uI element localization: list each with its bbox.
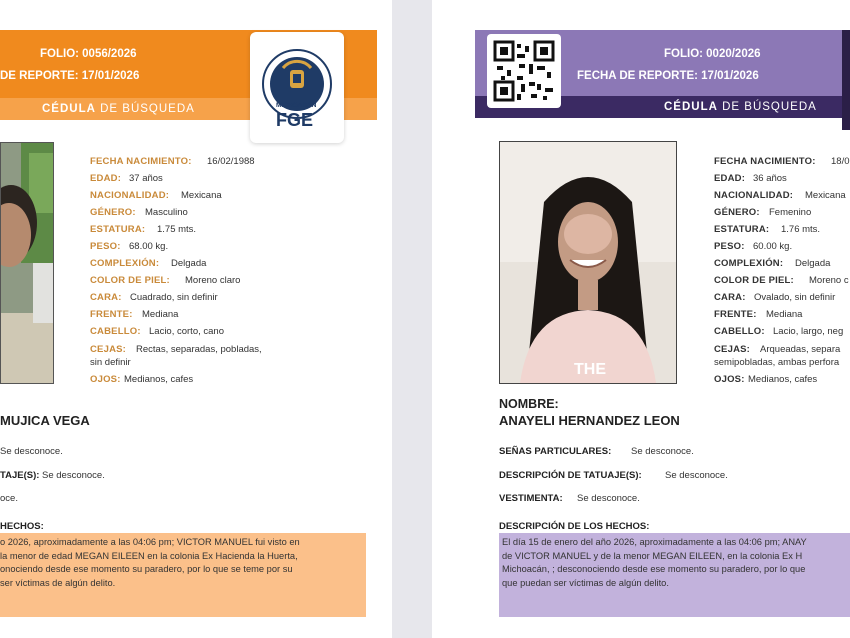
hechos-label: HECHOS: <box>0 521 44 532</box>
field-label: COLOR DE PIEL: <box>714 275 794 286</box>
field-value: Moreno c <box>809 275 849 286</box>
field-value: Delgada <box>795 258 831 269</box>
hechos-line: ser víctimas de algún delito. <box>0 577 116 588</box>
field-value: Masculino <box>145 207 188 218</box>
qr-code <box>487 34 561 108</box>
field-label: CABELLO: <box>90 326 141 337</box>
cedula-title: CÉDULA DE BÚSQUEDA <box>42 103 195 115</box>
field-value: semipobladas, ambas perfora <box>714 357 840 368</box>
field-value: Rectas, separadas, pobladas, <box>136 344 262 355</box>
field-value: 16/02/1988 <box>207 156 255 167</box>
hechos-line: onociendo desde ese momento su paradero, por lo que se teme por su <box>0 564 293 574</box>
logo-fge: FGE <box>276 110 314 130</box>
vestimenta-label: VESTIMENTA: <box>499 493 563 504</box>
field-value: 60.00 kg. <box>753 241 793 252</box>
shirt-text: THE <box>574 361 606 378</box>
nombre-label: NOMBRE: <box>499 397 559 411</box>
field-value: Moreno claro <box>185 275 241 286</box>
tatuaje-value: Se desconoce. <box>42 470 105 481</box>
field-value: 68.00 kg. <box>129 241 169 252</box>
field-label: GÉNERO: <box>714 207 760 218</box>
missing-person-photo <box>0 142 54 384</box>
logo-state: MICHOACÁN <box>276 102 317 109</box>
field-label: GÉNERO: <box>90 207 136 218</box>
field-label: CABELLO: <box>714 326 765 337</box>
field-value: 1.75 mts. <box>157 224 197 235</box>
hechos-line: El día 15 de enero del año 2026, aproximadamente a las 04:06 pm; ANAY <box>502 537 807 547</box>
vestimenta-value: oce. <box>0 493 18 504</box>
hechos-line: la menor de edad MEGAN EILEEN en la colonia Ex Hacienda la Huerta, <box>0 550 298 561</box>
field-value: Lacio, corto, cano <box>149 326 224 337</box>
hechos-line: Michoacán, ; desconociendo desde ese momento su paradero, por lo que <box>502 564 806 574</box>
person-name: ANAYELI HERNANDEZ LEON <box>499 413 680 428</box>
field-label: EDAD: <box>714 173 746 184</box>
hechos-line: que puedan ser víctimas de algún delito. <box>502 577 669 588</box>
field-label: FRENTE: <box>90 309 133 320</box>
field-label: COMPLEXIÓN: <box>714 258 784 269</box>
search-card-right <box>432 0 850 638</box>
field-label: PESO: <box>714 241 745 252</box>
senas-label: SEÑAS PARTICULARES: <box>499 446 612 457</box>
tatuaje-label: TAJE(S): <box>0 470 40 481</box>
field-label: FECHA NACIMIENTO: <box>714 156 816 167</box>
field-label: COMPLEXIÓN: <box>90 258 160 269</box>
field-label: OJOS: <box>90 374 121 385</box>
field-label: EDAD: <box>90 173 122 184</box>
tatuaje-value: Se desconoce. <box>665 470 728 481</box>
field-label: CARA: <box>714 292 746 303</box>
field-value: Femenino <box>769 207 812 218</box>
field-label: PESO: <box>90 241 121 252</box>
field-label: NACIONALIDAD: <box>90 190 170 201</box>
field-value: 1.76 mts. <box>781 224 821 235</box>
field-value: Lacio, largo, neg <box>773 326 844 337</box>
field-value: Mexicana <box>805 190 846 201</box>
cedula-title: CÉDULA DE BÚSQUEDA <box>664 101 817 113</box>
person-name: MUJICA VEGA <box>0 413 90 428</box>
field-value: 37 años <box>129 173 163 184</box>
field-label: FRENTE: <box>714 309 757 320</box>
field-value: Mexicana <box>181 190 222 201</box>
field-label: CEJAS: <box>714 344 751 355</box>
tatuaje-label: DESCRIPCIÓN DE TATUAJE(S): <box>499 470 642 481</box>
hechos-label: DESCRIPCIÓN DE LOS HECHOS: <box>499 521 650 532</box>
vestimenta-value: Se desconoce. <box>577 493 640 504</box>
field-label: ESTATURA: <box>714 224 770 235</box>
senas-value: Se desconoce. <box>631 446 694 457</box>
folio: FOLIO: 0056/2026 <box>40 48 137 60</box>
field-label: CEJAS: <box>90 344 127 355</box>
field-label: NACIONALIDAD: <box>714 190 794 201</box>
field-value: Mediana <box>142 309 179 320</box>
hechos-line: de VICTOR MANUEL y de la menor MEGAN EILEEN, en la colonia Ex H <box>502 550 803 561</box>
senas-value: Se desconoce. <box>0 446 63 457</box>
field-value: 36 años <box>753 173 787 184</box>
dark-edge <box>842 30 850 130</box>
field-label: FECHA NACIMIENTO: <box>90 156 192 167</box>
hechos-text <box>502 536 850 590</box>
field-value: Medianos, cafes <box>748 374 818 385</box>
field-value: Arqueadas, separa <box>760 344 841 355</box>
field-value: Mediana <box>766 309 803 320</box>
field-value: sin definir <box>90 357 131 368</box>
field-value: 18/0 <box>831 156 850 167</box>
fge-logo <box>250 32 344 143</box>
folio: FOLIO: 0020/2026 <box>664 48 761 60</box>
field-label: OJOS: <box>714 374 745 385</box>
field-label: CARA: <box>90 292 122 303</box>
field-label: COLOR DE PIEL: <box>90 275 170 286</box>
field-value: Medianos, cafes <box>124 374 194 385</box>
field-label: ESTATURA: <box>90 224 146 235</box>
field-value: Cuadrado, sin definir <box>130 292 218 303</box>
hechos-text <box>0 536 366 590</box>
qr-code-icon <box>487 34 561 108</box>
report-date: DE REPORTE: 17/01/2026 <box>0 70 140 82</box>
search-card-left <box>0 0 392 638</box>
hechos-line: o 2026, aproximadamente a las 04:06 pm; VICTOR MANUEL fui visto en <box>0 537 300 547</box>
field-value: Ovalado, sin definir <box>754 292 836 303</box>
field-value: Delgada <box>171 258 207 269</box>
report-date: FECHA DE REPORTE: 17/01/2026 <box>577 70 759 82</box>
missing-person-photo <box>499 141 677 384</box>
